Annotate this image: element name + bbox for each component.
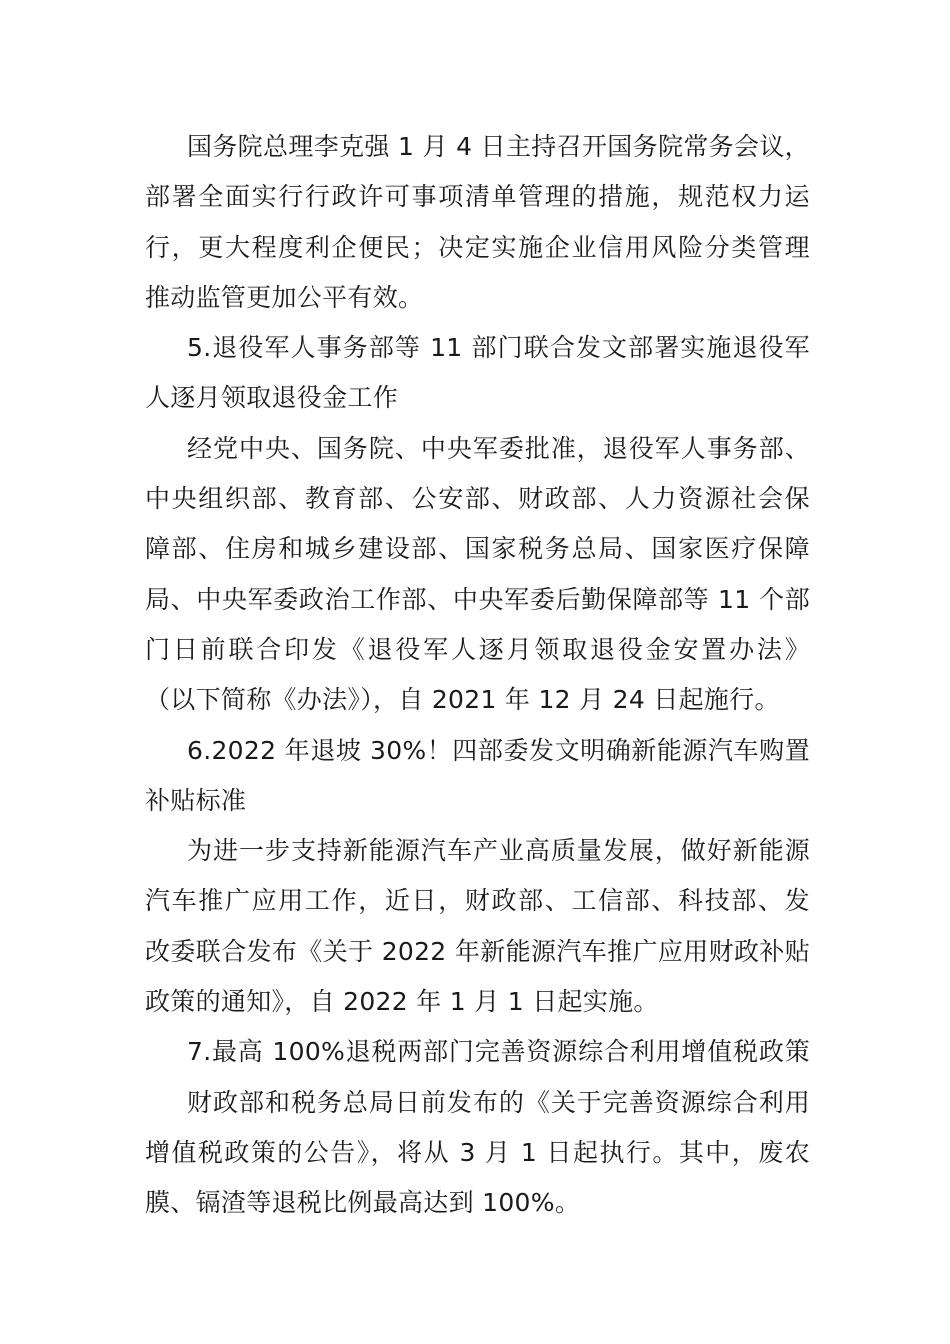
paragraph-line: 障部、住房和城乡建设部、国家税务总局、国家医疗保障: [145, 534, 810, 564]
paragraph-line: 国务院总理李克强 1 月 4 日主持召开国务院常务会议，: [187, 132, 810, 161]
paragraph-veterans-pension: [145, 424, 810, 726]
paragraph-line: 推动监管更加公平有效。: [145, 282, 424, 312]
paragraph-line: 增值税政策的公告》，将从 3 月 1 日起执行。其中，废农: [145, 1137, 810, 1167]
paragraph-line: 改委联合发布《关于 2022 年新能源汽车推广应用财政补贴: [145, 936, 810, 966]
paragraph-line: 膜、镉渣等退税比例最高达到 100%。: [145, 1188, 581, 1218]
paragraph-line: 经党中央、国务院、中央军委批准，退役军人事务部、: [187, 433, 810, 463]
paragraph-line: 部署全面实行行政许可事项清单管理的措施，规范权力运: [145, 182, 810, 212]
heading-item-5: [145, 323, 810, 424]
heading-line: 补贴标准: [145, 785, 247, 815]
paragraph-vat-refund: [145, 1078, 810, 1229]
heading-item-7: [145, 1027, 810, 1077]
paragraph-line: （以下简称《办法》），自 2021 年 12 月 24 日起施行。: [145, 685, 780, 715]
paragraph-line: 行，更大程度利企便民；决定实施企业信用风险分类管理: [145, 232, 810, 262]
heading-line: 6.2022 年退坡 30%！四部委发文明确新能源汽车购置: [187, 735, 810, 765]
paragraph-line: 汽车推广应用工作，近日，财政部、工信部、科技部、发: [145, 886, 810, 916]
heading-line: 人逐月领取退役金工作: [145, 383, 399, 413]
paragraph-line: 局、中央军委政治工作部、中央军委后勤保障部等 11 个部: [145, 584, 810, 614]
paragraph-line: 为进一步支持新能源汽车产业高质量发展，做好新能源: [187, 836, 810, 866]
heading-line: 5.退役军人事务部等 11 部门联合发文部署实施退役军: [187, 333, 810, 363]
paragraph-line: 政策的通知》，自 2022 年 1 月 1 日起实施。: [145, 987, 659, 1017]
paragraph-state-council-meeting: [145, 122, 810, 323]
paragraph-line: 门日前联合印发《退役军人逐月领取退役金安置办法》: [145, 634, 810, 664]
paragraph-line: 中央组织部、教育部、公安部、财政部、人力资源社会保: [145, 484, 810, 514]
paragraph-line: 财政部和税务总局日前发布的《关于完善资源综合利用: [187, 1087, 810, 1117]
document-body: [145, 122, 810, 1229]
heading-item-6: [145, 726, 810, 827]
heading-line: 7.最高 100%退税两部门完善资源综合利用增值税政策: [187, 1037, 810, 1067]
paragraph-ev-subsidy: [145, 826, 810, 1027]
